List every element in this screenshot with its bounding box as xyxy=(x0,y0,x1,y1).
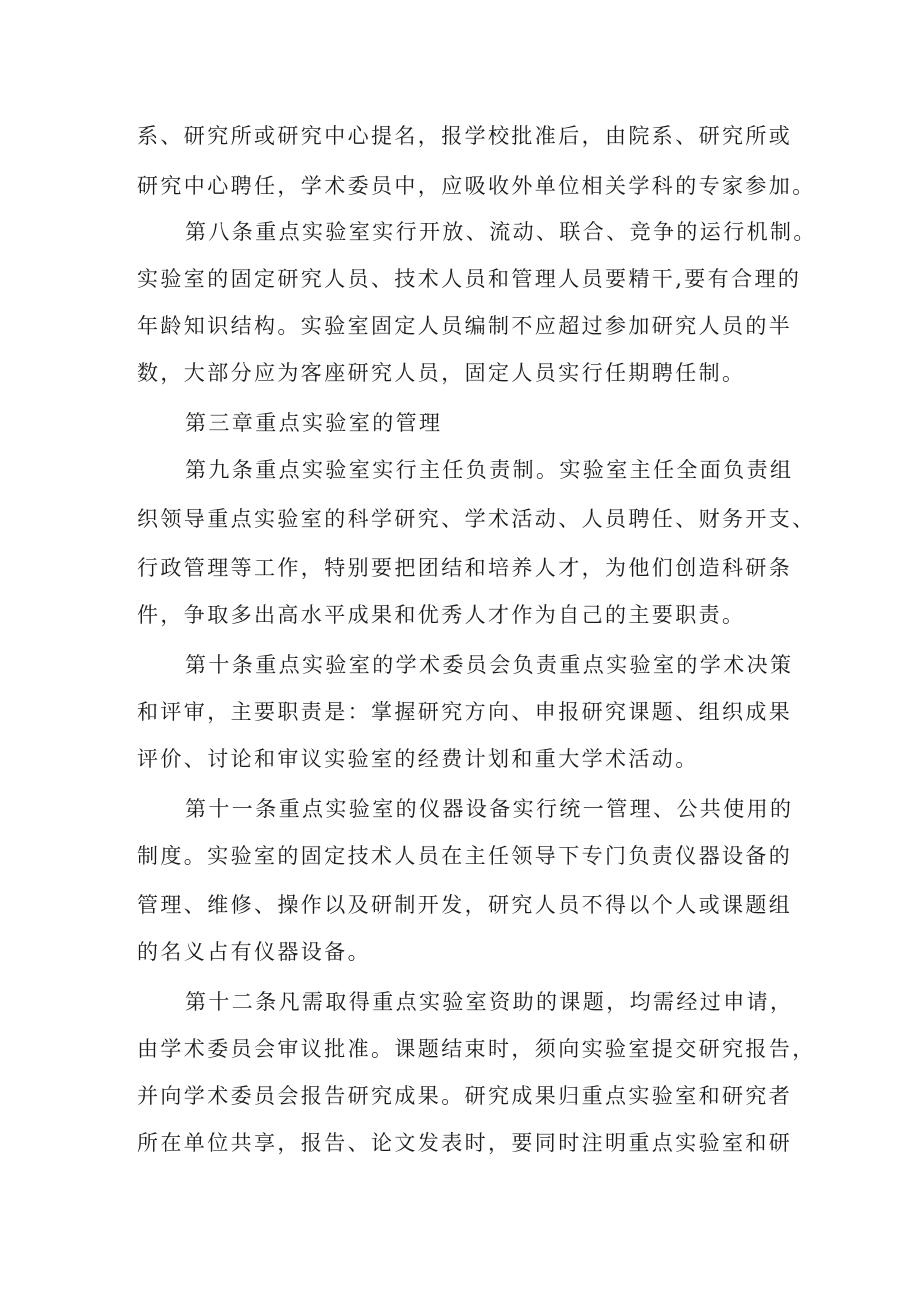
text-line: 第八条重点实验室实行开放、流动、联合、竞争的运行机制。 xyxy=(185,220,817,244)
text-line: 第九条重点实验室实行主任负责制。实验室主任全面负责组 xyxy=(185,458,794,482)
text-line: 织领导重点实验室的科学研究、学术活动、人员聘任、财务开支、 xyxy=(137,507,816,531)
text-line: 并向学术委员会报告研究成果。研究成果归重点实验室和研究者 xyxy=(137,1084,793,1108)
text-line: 评价、讨论和审议实验室的经费计划和重大学术活动。 xyxy=(137,747,699,771)
chapter-heading: 第三章重点实验室的管理 xyxy=(185,411,443,435)
text-line: 和评审，主要职责是：掌握研究方向、申报研究课题、组织成果 xyxy=(137,700,793,724)
text-line: 第十一条重点实验室的仪器设备实行统一管理、公共使用的 xyxy=(185,797,794,821)
text-line: 实验室的固定研究人员、技术人员和管理人员要精干,要有合理的 xyxy=(137,267,802,291)
text-line: 制度。实验室的固定技术人员在主任领导下专门负责仪器设备的 xyxy=(137,844,793,868)
text-line: 第十条重点实验室的学术委员会负责重点实验室的学术决策 xyxy=(185,653,794,677)
text-line: 年龄知识结构。实验室固定人员编制不应超过参加研究人员的半 xyxy=(137,314,793,338)
text-line: 所在单位共享，报告、论文发表时，要同时注明重点实验室和研 xyxy=(137,1131,793,1155)
text-line: 件，争取多出高水平成果和优秀人才作为自己的主要职责。 xyxy=(137,603,746,627)
text-line: 的名义占有仪器设备。 xyxy=(137,940,371,964)
text-line: 管理、维修、操作以及研制开发，研究人员不得以个人或课题组 xyxy=(137,893,793,917)
text-line: 系、研究所或研究中心提名，报学校批准后，由院系、研究所或 xyxy=(137,124,793,148)
text-line: 第十二条凡需取得重点实验室资助的课题，均需经过申请， xyxy=(185,990,794,1014)
text-line: 行政管理等工作，特别要把团结和培养人才，为他们创造科研条 xyxy=(137,556,793,580)
text-line: 数，大部分应为客座研究人员，固定人员实行任期聘任制。 xyxy=(137,361,746,385)
text-line: 研究中心聘任，学术委员中，应吸收外单位相关学科的专家参加。 xyxy=(137,174,816,198)
text-line: 由学术委员会审议批准。课题结束时，须向实验室提交研究报告， xyxy=(137,1037,816,1061)
